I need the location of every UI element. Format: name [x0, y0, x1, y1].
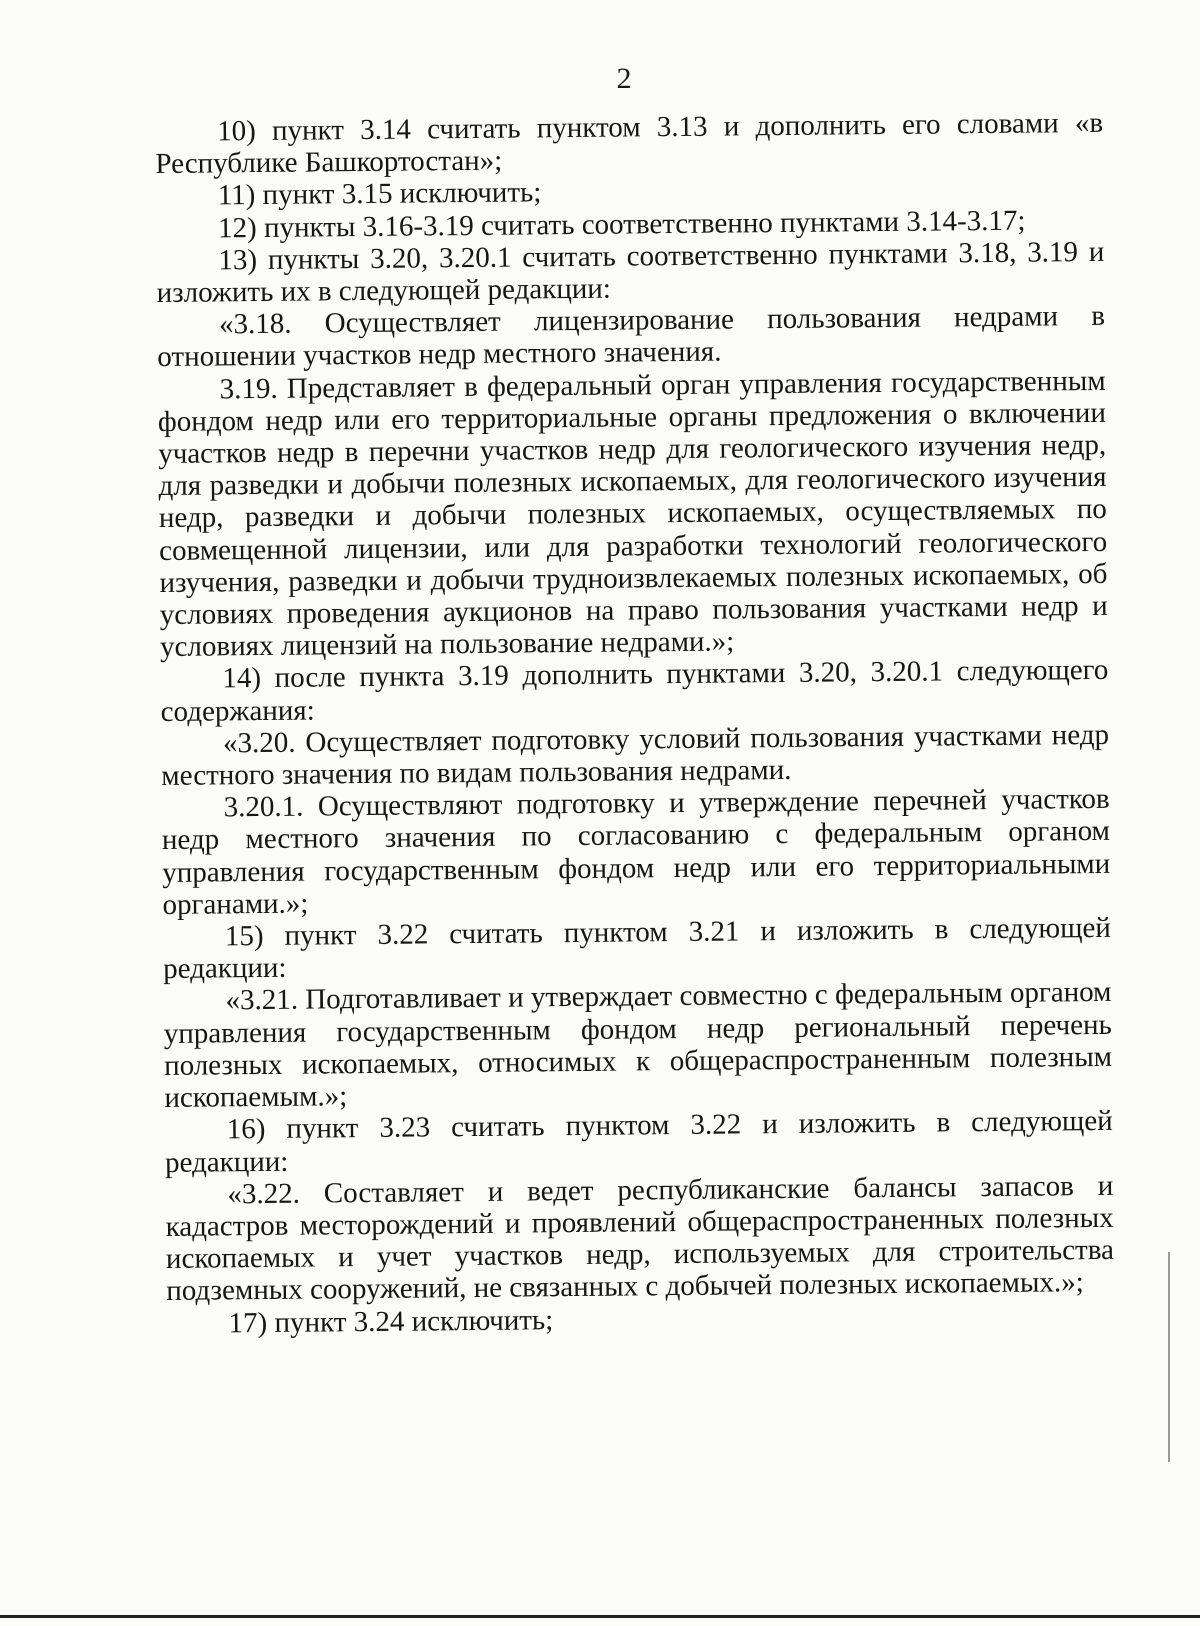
paragraph-item-16: 16) пункт 3.23 считать пунктом 3.22 и изложить в следующей редакции:: [164, 1105, 1113, 1179]
paragraph-item-10: 10) пункт 3.14 считать пунктом 3.13 и дополнить его словами «в Республике Башкортостан»;: [155, 106, 1104, 181]
paragraph-item-13: 13) пункты 3.20, 3.20.1 считать соответственно пунктами 3.18, 3.19 и изложить их в следующей редакции:: [156, 235, 1105, 310]
paragraph-item-17: 17) пункт 3.24 исключить;: [228, 1303, 554, 1339]
paragraph-clause-3-20-1: 3.20.1. Осуществляют подготовку и утверждение перечней участков недр местного значения по согласованию с федеральным органом управления государственным фондом недр или его территориальными органами.»;: [161, 783, 1111, 921]
paragraph-item-11: 11) пункт 3.15 исключить;: [217, 176, 542, 212]
paragraph-clause-3-22: «3.22. Составляет и ведет республиканские балансы запасов и кадастров месторождений и проявлений общераспространенных полезных ископаемых и учет участков недр, используемых для строительства подземных сооружений, не связанных с добычей полезных ископаемых.»;: [165, 1169, 1115, 1308]
paragraph-item-15: 15) пункт 3.22 считать пунктом 3.21 и изложить в следующей редакции:: [163, 911, 1111, 986]
paragraph-clause-3-20: «3.20. Осуществляет подготовку условий пользования участками недр местного значения по видам пользования недрами.: [161, 718, 1110, 793]
scan-edge-mark: [1168, 1252, 1170, 1462]
paragraph-item-12: 12) пункты 3.16-3.19 считать соответственно пунктами 3.14-3.17;: [217, 204, 1026, 245]
scan-bottom-rule: [0, 1615, 1200, 1618]
paragraph-item-14: 14) после пункта 3.19 дополнить пунктами 3.20, 3.20.1 следующего содержания:: [160, 654, 1109, 728]
document-body: [155, 107, 1115, 1340]
paragraph-clause-3-21: «3.21. Подготавливает и утверждает совместно с федеральным органом управления государственным фондом недр региональный перечень полезных ископаемых, относимых к общераспространенным полезным ископаемым.»;: [163, 976, 1113, 1115]
paragraph-clause-3-18: «3.18. Осуществляет лицензирование пользования недрами в отношении участков недр местного значения.: [157, 300, 1106, 374]
page-number: 2: [616, 62, 632, 95]
paragraph-clause-3-19: 3.19. Представляет в федеральный орган управления государственным фондом недр или его территориальные органы предложения о включении участков недр в перечни участков недр для геологического изучения недр, для разведки и добычи полезных ископаемых, для геологического изучения недр, разведки и добычи полезных ископаемых, осуществляемых по совмещенной лицензии, или для разработки технологий геологического изучения, разведки и добычи трудноизвлекаемых полезных ископаемых, об условиях проведения аукционов на право пользования участками недр и условиях лицензий на пользование недрами.»;: [157, 364, 1108, 664]
